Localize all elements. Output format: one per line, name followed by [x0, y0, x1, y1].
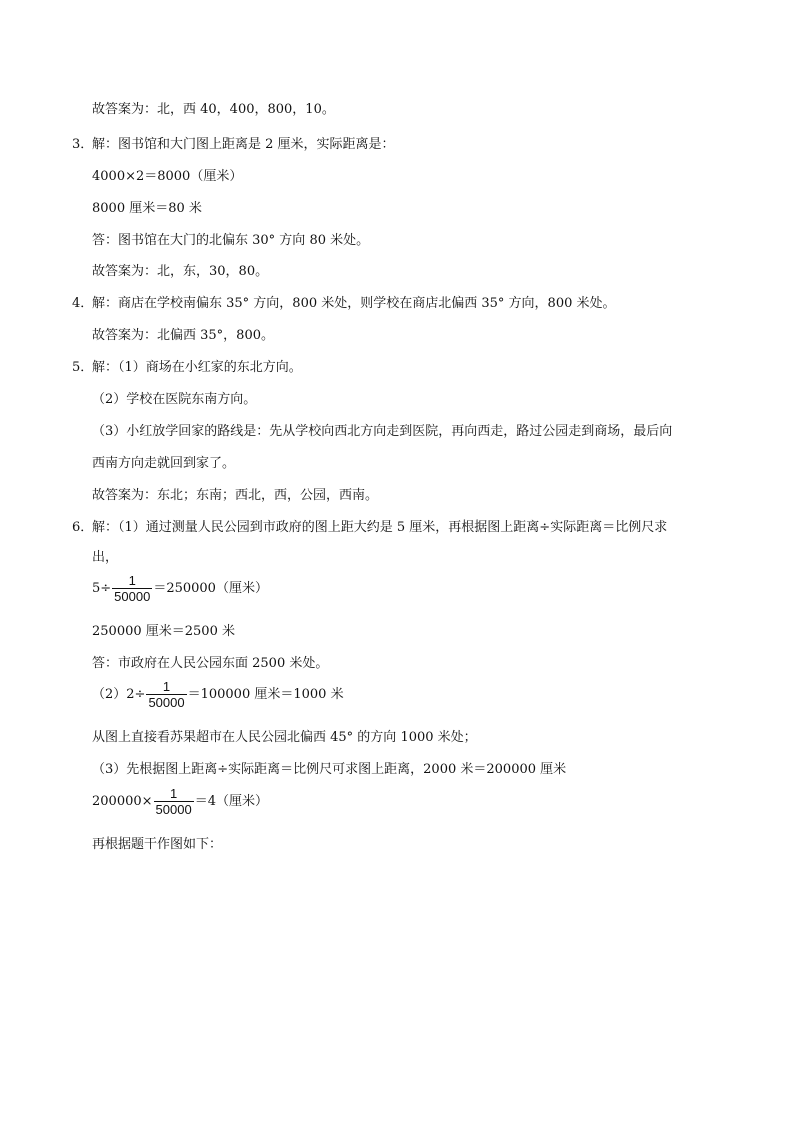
q6-part-1-cont: 出， [92, 550, 119, 565]
q3-calc-1: 4000×2＝8000（厘米） [92, 169, 243, 184]
fraction-numerator: 1 [112, 574, 152, 589]
q4-solution: 解：商店在学校南偏东 35° 方向，800 米处，则学校在商店北偏西 35° 方向，800 米处。 [92, 296, 616, 311]
fraction-denominator: 50000 [155, 802, 192, 817]
fraction-denominator: 50000 [114, 589, 151, 604]
fraction-denominator: 50000 [148, 695, 185, 710]
q5-final: 故答案为：东北；东南；西北，西，公园，西南。 [92, 488, 379, 503]
q6-part-2 [92, 680, 344, 710]
q3-calc-2: 8000 厘米＝80 米 [92, 201, 202, 216]
q6-answer-1: 答：市政府在人民公园东面 2500 米处。 [92, 656, 329, 671]
question-number-3: 3． [72, 137, 94, 152]
q5-part-3-cont: 西南方向走就回到家了。 [92, 456, 236, 471]
scale-fraction [154, 787, 194, 817]
q5-part-1: 解：（1）商场在小红家的东北方向。 [92, 360, 302, 375]
q6-calc-1-pre: 5÷ [92, 581, 112, 596]
q6-part-2-post: ＝100000 厘米＝1000 米 [187, 687, 344, 702]
q6-calc-3-pre: 200000× [92, 794, 153, 809]
q6-calc-2: 250000 厘米＝2500 米 [92, 624, 235, 639]
q6-part-2-answer: 从图上直接看苏果超市在人民公园北偏西 45° 的方向 1000 米处； [92, 730, 477, 745]
scale-fraction [146, 680, 186, 710]
q5-part-3: （3）小红放学回家的路线是：先从学校向西北方向走到医院，再向西走，路过公园走到商场，最后向 [92, 424, 673, 439]
q6-part-2-pre: （2）2÷ [92, 687, 146, 702]
q3-solution: 解：图书馆和大门图上距离是 2 厘米，实际距离是： [92, 137, 395, 152]
fraction-numerator: 1 [146, 680, 186, 695]
question-number-5: 5． [72, 360, 94, 375]
q6-calc-3 [92, 787, 268, 817]
q6-calc-1 [92, 574, 268, 604]
scale-fraction [112, 574, 152, 604]
q6-calc-1-post: ＝250000（厘米） [153, 581, 268, 596]
question-number-4: 4． [72, 296, 94, 311]
q6-part-1: 解：（1）通过测量人民公园到市政府的图上距大约是 5 厘米，再根据图上距离÷实际距离＝比例尺求 [92, 520, 668, 535]
fraction-numerator: 1 [154, 787, 194, 802]
q5-part-2: （2）学校在医院东南方向。 [92, 392, 257, 407]
q6-calc-3-post: ＝4（厘米） [194, 794, 268, 809]
question-number-6: 6． [72, 520, 94, 535]
q6-part-3: （3）先根据图上距离÷实际距离＝比例尺可求图上距离，2000 米＝200000 厘米 [92, 762, 567, 777]
q3-final: 故答案为：北，东，30，80。 [92, 264, 269, 279]
q4-final: 故答案为：北偏西 35°，800。 [92, 328, 274, 343]
answer-line-q2: 故答案为：北，西 40，400，800，10。 [92, 102, 335, 117]
q3-answer: 答：图书馆在大门的北偏东 30° 方向 80 米处。 [92, 233, 370, 248]
q6-drawing-intro: 再根据题干作图如下： [92, 837, 223, 852]
